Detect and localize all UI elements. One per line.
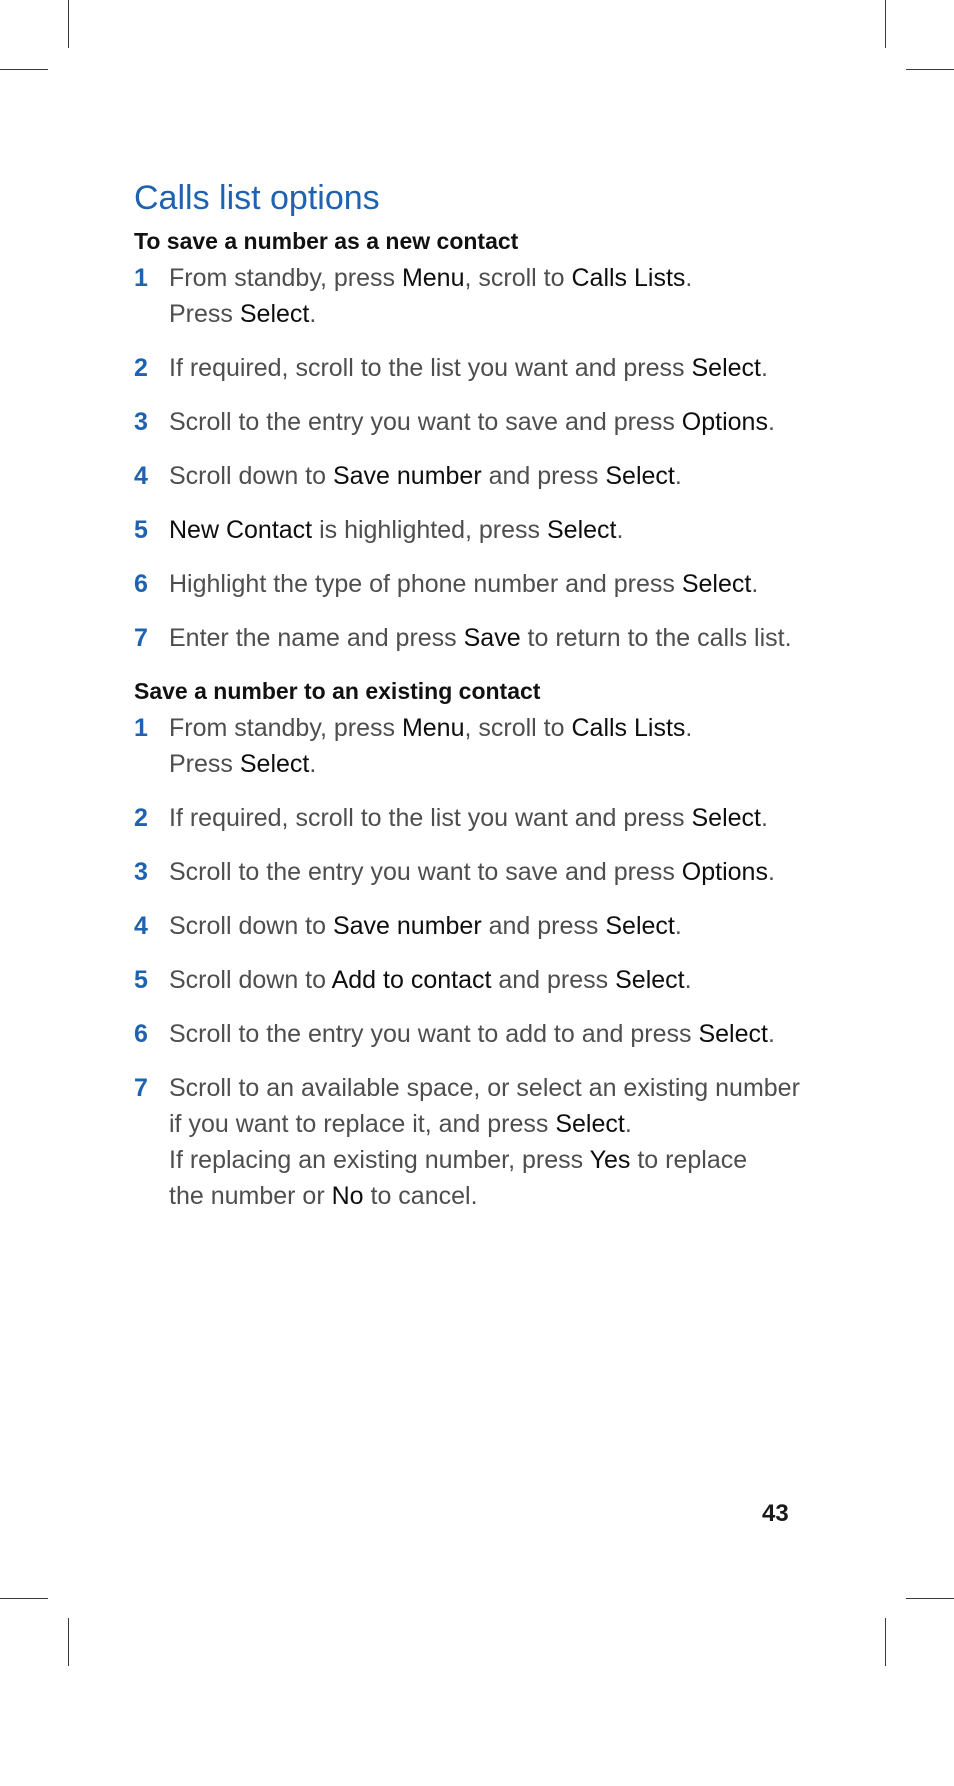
step-item <box>134 260 834 332</box>
step-number: 6 <box>134 1020 148 1048</box>
step-item <box>134 908 834 944</box>
step-number: 6 <box>134 570 148 598</box>
page-number: 43 <box>762 1500 789 1527</box>
key-term: Menu <box>401 264 465 292</box>
step-item <box>134 1016 834 1052</box>
step-item <box>134 404 834 440</box>
step-text: Scroll down to Save number and press Select. <box>169 912 682 940</box>
step-text: Scroll to an available space, or select an existing number if you want to replace it, and press Select. If replacing an existing number, press Yes to replace the number or No to cancel. <box>169 1074 800 1210</box>
step-text: From standby, press Menu, scroll to Calls Lists. Press Select. <box>169 714 693 778</box>
key-term: Options <box>681 408 768 436</box>
key-term: No <box>331 1182 364 1210</box>
key-term: Select <box>615 966 685 994</box>
key-term: Menu <box>401 714 465 742</box>
step-number: 5 <box>134 516 148 544</box>
step-item <box>134 458 834 494</box>
key-term: Calls Lists <box>571 264 686 292</box>
crop-mark <box>906 69 954 70</box>
crop-mark <box>0 69 48 70</box>
key-term: Select <box>605 462 675 490</box>
step-text: If required, scroll to the list you want and press Select. <box>169 804 768 832</box>
step-number: 7 <box>134 1074 148 1102</box>
key-term: Save <box>463 624 521 652</box>
section-heading: To save a number as a new contact <box>134 228 519 254</box>
step-text: Scroll to the entry you want to save and press Options. <box>169 408 775 436</box>
step-number: 7 <box>134 624 148 652</box>
key-term: Select <box>546 516 617 544</box>
section-new-contact <box>134 226 834 656</box>
section-existing-contact <box>134 676 834 1214</box>
step-item <box>134 512 834 548</box>
section-heading: Save a number to an existing contact <box>134 678 541 704</box>
page-content <box>134 178 834 1232</box>
step-item <box>134 620 834 656</box>
step-item <box>134 962 834 998</box>
step-number: 3 <box>134 408 148 436</box>
key-term: Add to contact <box>331 966 492 994</box>
step-text: Scroll to the entry you want to add to and press Select. <box>169 1020 775 1048</box>
step-item <box>134 854 834 890</box>
step-item <box>134 1070 834 1214</box>
key-term: Calls Lists <box>571 714 686 742</box>
key-term: Yes <box>589 1146 631 1174</box>
key-term: Save number <box>332 462 482 490</box>
key-term: Select <box>555 1110 625 1138</box>
key-term: Select <box>691 354 761 382</box>
step-text: From standby, press Menu, scroll to Calls Lists. Press Select. <box>169 264 693 328</box>
step-number: 4 <box>134 462 148 490</box>
key-term: Options <box>681 858 768 886</box>
steps-list <box>134 260 834 656</box>
key-term: Select <box>239 750 310 778</box>
crop-mark <box>885 0 886 48</box>
page-title: Calls list options <box>134 179 380 217</box>
key-term: Save number <box>332 912 482 940</box>
key-term: New Contact <box>169 516 313 544</box>
step-item <box>134 710 834 782</box>
step-text: Enter the name and press Save to return to the calls list. <box>169 624 792 652</box>
step-item <box>134 800 834 836</box>
crop-mark <box>906 1598 954 1599</box>
step-number: 2 <box>134 354 148 382</box>
key-term: Select <box>239 300 310 328</box>
step-text: If required, scroll to the list you want and press Select. <box>169 354 768 382</box>
step-text: Scroll down to Add to contact and press Select. <box>169 966 692 994</box>
key-term: Select <box>605 912 675 940</box>
step-text: Scroll to the entry you want to save and press Options. <box>169 858 775 886</box>
step-number: 4 <box>134 912 148 940</box>
step-text: Highlight the type of phone number and press Select. <box>169 570 759 598</box>
step-item <box>134 566 834 602</box>
step-item <box>134 350 834 386</box>
steps-list <box>134 710 834 1214</box>
step-number: 1 <box>134 714 148 742</box>
crop-mark <box>885 1618 886 1666</box>
step-number: 2 <box>134 804 148 832</box>
step-number: 1 <box>134 264 148 292</box>
key-term: Select <box>691 804 761 832</box>
step-number: 5 <box>134 966 148 994</box>
crop-mark <box>68 0 69 48</box>
crop-mark <box>68 1618 69 1666</box>
key-term: Select <box>681 570 752 598</box>
step-number: 3 <box>134 858 148 886</box>
crop-mark <box>0 1598 48 1599</box>
key-term: Select <box>698 1020 768 1048</box>
step-text: Scroll down to Save number and press Select. <box>169 462 682 490</box>
step-text: New Contact is highlighted, press Select. <box>169 516 624 544</box>
